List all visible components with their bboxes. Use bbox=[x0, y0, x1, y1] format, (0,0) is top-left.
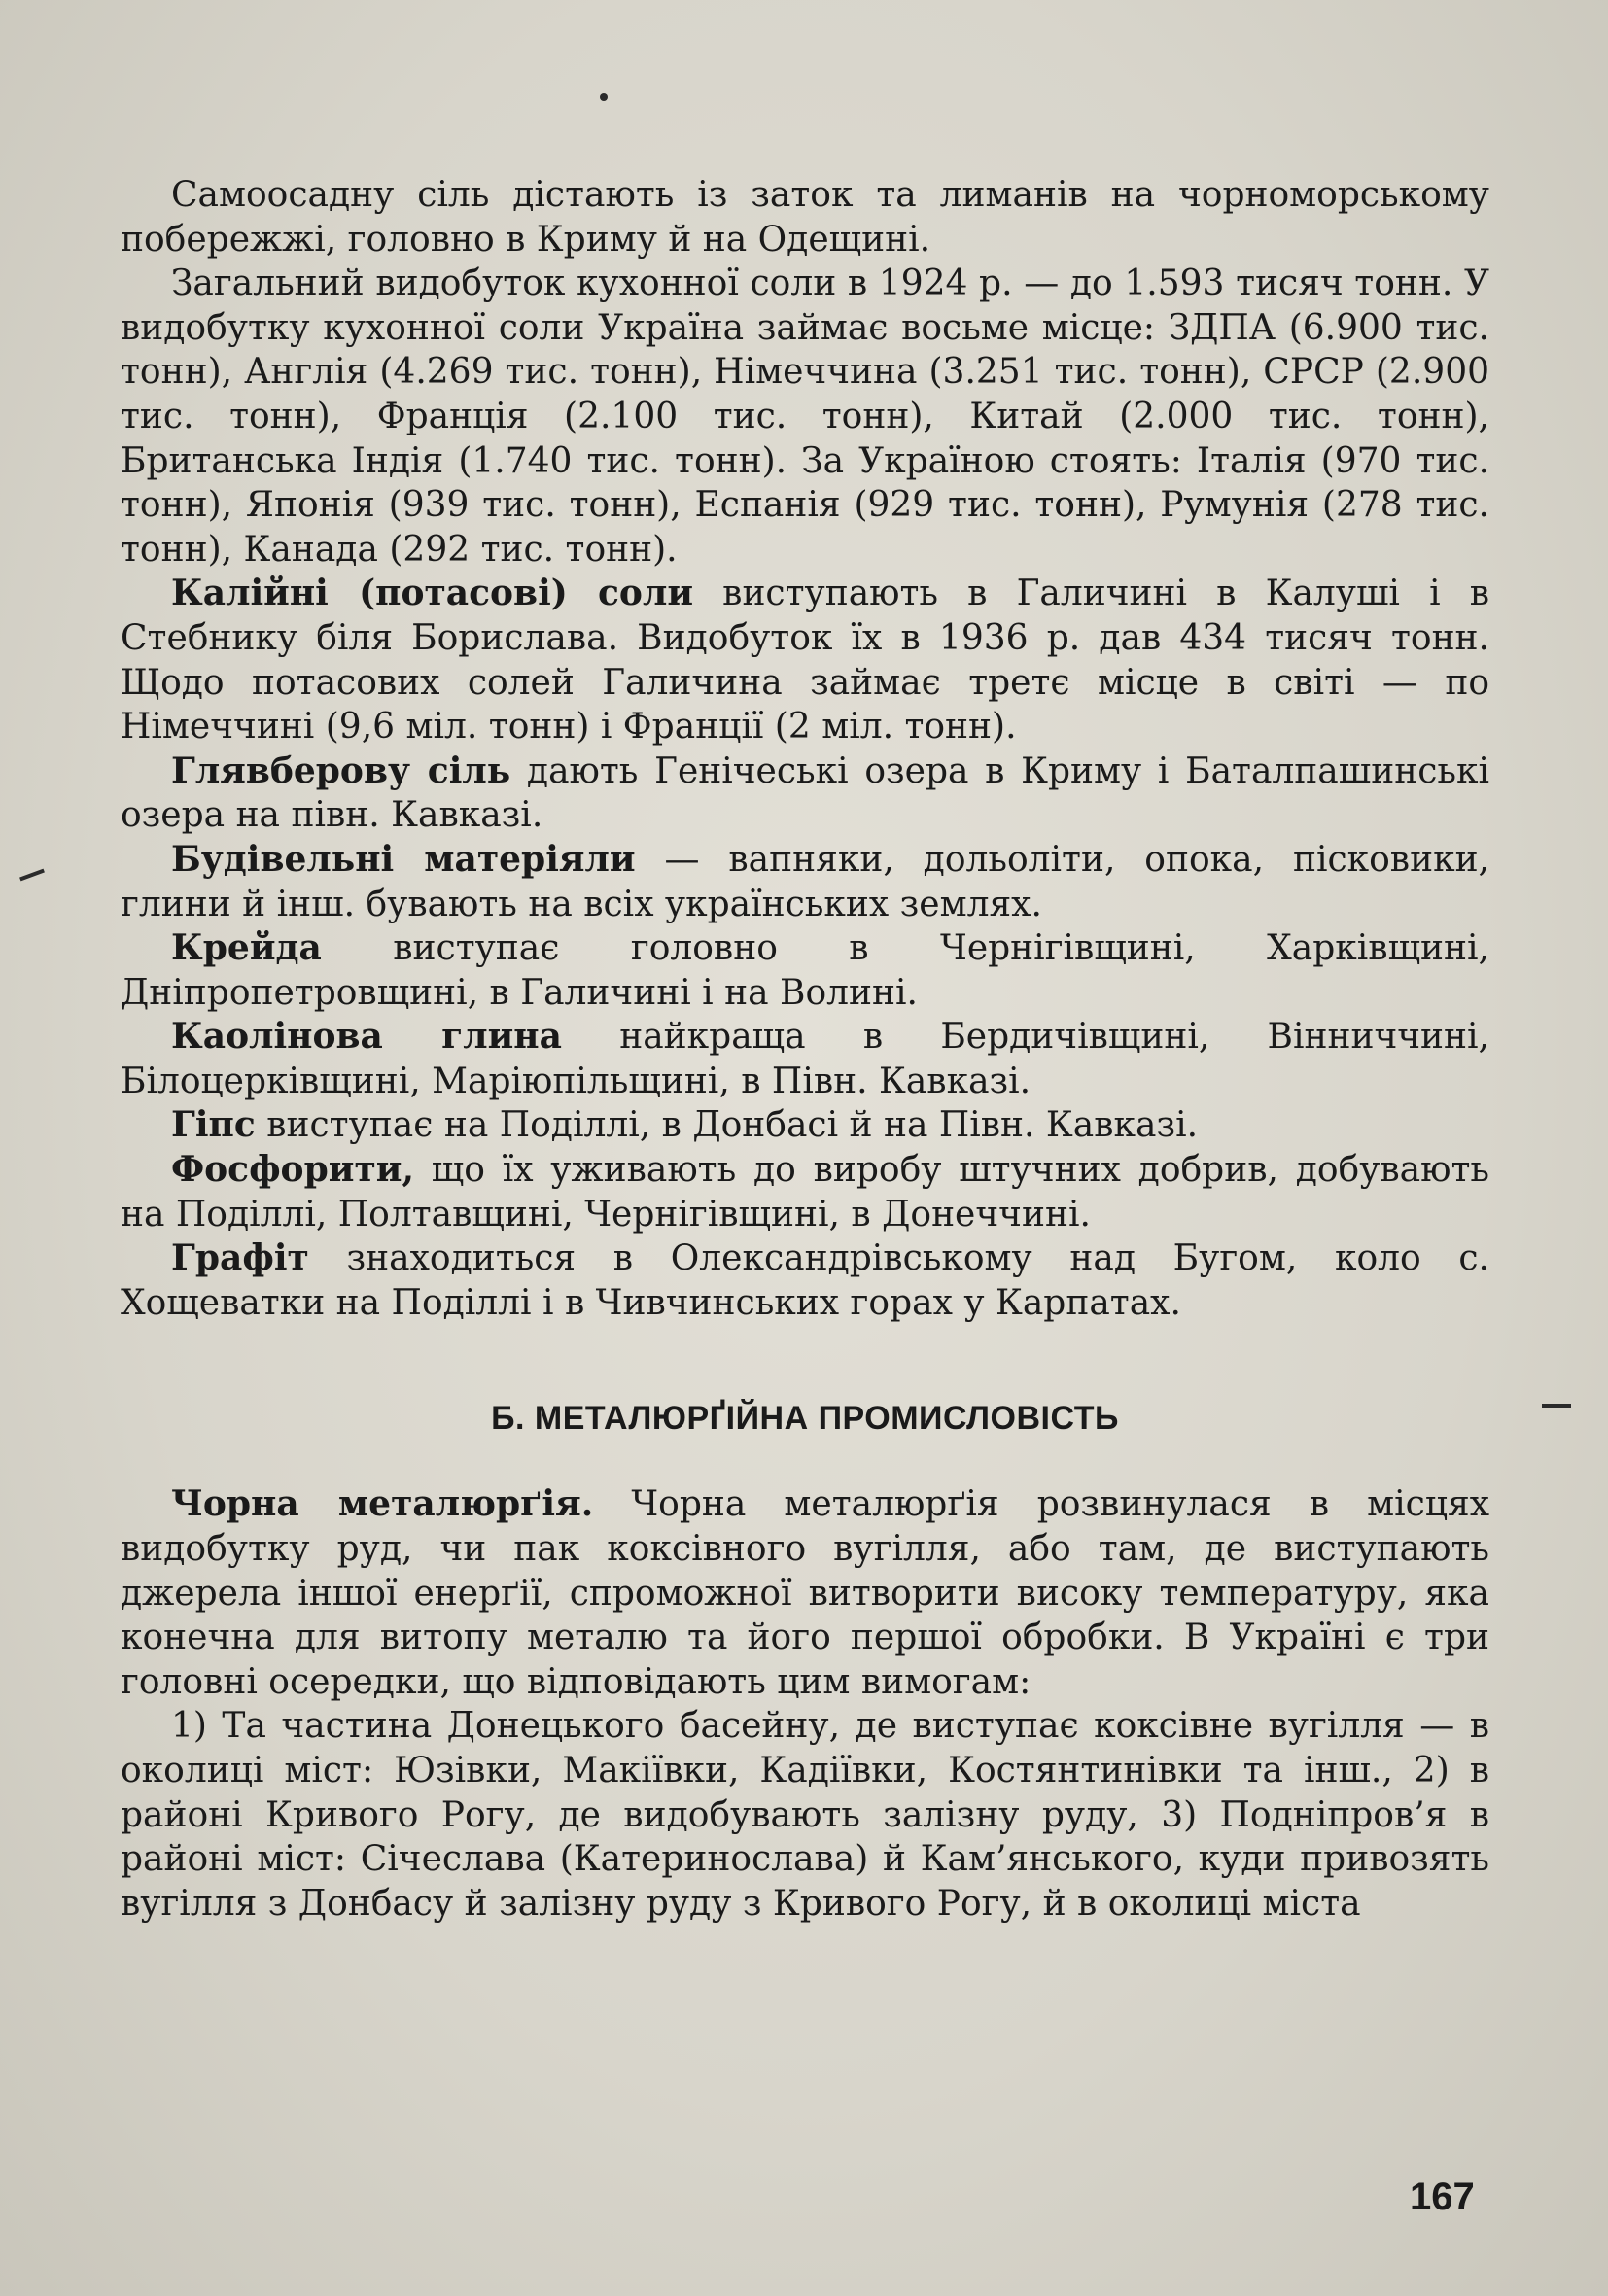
paragraph-lead: Крейда bbox=[171, 927, 322, 969]
paragraph-lead: Каолінова глина bbox=[171, 1016, 562, 1058]
paragraph-text: найкраща в Бердичівщині, Вінниччині, Білоцерківщині, Маріюпільщині, в Півн. Кавказі. bbox=[121, 1017, 1489, 1101]
paragraph-text: виступає головно в Чернігівщині, Харківщині, Дніпропетровщині, в Галичині і на Волині. bbox=[121, 928, 1489, 1013]
paragraph bbox=[121, 838, 1489, 926]
paragraph bbox=[121, 1103, 1489, 1148]
paragraph-text: що їх уживають до виробу штучних добрив, добувають на Поділлі, Полтавщині, Чернігівщині, в Донеччині. bbox=[121, 1150, 1489, 1235]
paragraph-lead: Фосфорити, bbox=[171, 1149, 414, 1191]
body-text bbox=[121, 173, 1489, 1926]
paragraph bbox=[121, 1015, 1489, 1103]
section-title: Б. МЕТАЛЮРҐІЙНА ПРОМИСЛОВІСТЬ bbox=[491, 1400, 1119, 1438]
paragraph-text: дають Генічеські озера в Криму і Баталпашинські озера на півн. Кавказі. bbox=[121, 750, 1489, 836]
paragraph bbox=[121, 1148, 1489, 1236]
paragraph-text: Чорна металюрґія розвинулася в місцях видобутку руд, чи пак коксівного вугілля, або там, де виступають джерела іншої енерґії, спроможної витворити високу температуру, яка конечна для витопу металю та його першої обробки. В Україні є три головні осередки, що відповідають цим вимогам: bbox=[121, 1484, 1489, 1702]
paragraph-text: Самоосадну сіль дістають із заток та лиманів на чорноморському побережжі, головно в Криму й на Одещині. bbox=[121, 175, 1489, 260]
ink-mark bbox=[1542, 1404, 1571, 1408]
paragraph-text: виступає на Поділлі, в Донбасі й на Півн. Кавказі. bbox=[255, 1105, 1199, 1146]
paragraph bbox=[121, 1236, 1489, 1325]
paragraph-text: — вапняки, дольоліти, опока, пісковики, глини й інш. бувають на всіх українських землях. bbox=[121, 839, 1490, 924]
paragraph bbox=[121, 1482, 1489, 1704]
paragraph bbox=[121, 926, 1489, 1015]
paragraph bbox=[121, 173, 1489, 261]
paragraph-text: знаходиться в Олександрівському над Бугом, коло с. Хощеватки на Поділлі і в Чивчинських горах у Карпатах. bbox=[121, 1238, 1489, 1323]
page-number: 167 bbox=[1410, 2175, 1475, 2218]
paragraph-lead: Чорна металюрґія. bbox=[171, 1483, 594, 1525]
paragraph-lead: Калійні (потасові) соли bbox=[171, 573, 694, 614]
paragraph-text: виступають в Галичині в Калуші і в Стебнику біля Борислава. Видобуток їх в 1936 р. дав 434 тисяч тонн. Щодо потасових солей Галичина займає третє місце в світі — по Німеччині (9,6 міл. тонн) і Франції (2 міл. тонн). bbox=[121, 574, 1490, 748]
paragraph-lead: Глявберову сіль bbox=[171, 749, 511, 791]
paragraph-text: 1) Та частина Донецького басейну, де виступає коксівне вугілля — в околиці міст: Юзівки, Макіївки, Кадіївки, Костянтинівки та інш., 2) в районі Кривого Рогу, де видобувають залізну руду, 3) Подніпров’я в районі міст: Січеслава (Катеринослава) й Кам’янського, куди привозять вугілля з Донбасу й залізну руду з Кривого Рогу, й в околиці міста bbox=[121, 1706, 1489, 1924]
paragraph-lead: Будівельні матеріяли bbox=[171, 838, 636, 880]
paragraph-text: Загальний видобуток кухонної соли в 1924 р. — до 1.593 тисяч тонн. У видобутку кухонної соли Україна займає восьме місце: ЗДПА (6.900 тис. тонн), Англія (4.269 тис. тонн), Німеччина (3.251 тис. тонн), СРСР (2.900 тис. тонн), Франція (2.100 тис. тонн), Китай (2.000 тис. тонн), Британська Індія (1.740 тис. тонн). За Україною стоять: Італія (970 тис. тонн), Японія (939 тис. тонн), Еспанія (929 тис. тонн), Румунія (278 тис. тонн), Канада (292 тис. тонн). bbox=[121, 263, 1489, 570]
paragraph bbox=[121, 261, 1489, 572]
ink-mark bbox=[19, 869, 45, 882]
paragraph bbox=[121, 1704, 1489, 1926]
ink-mark bbox=[600, 93, 608, 101]
paragraph bbox=[121, 572, 1489, 748]
paragraph bbox=[121, 749, 1489, 838]
paragraph-lead: Графіт bbox=[171, 1237, 309, 1279]
paragraph-lead: Гіпс bbox=[171, 1104, 256, 1146]
